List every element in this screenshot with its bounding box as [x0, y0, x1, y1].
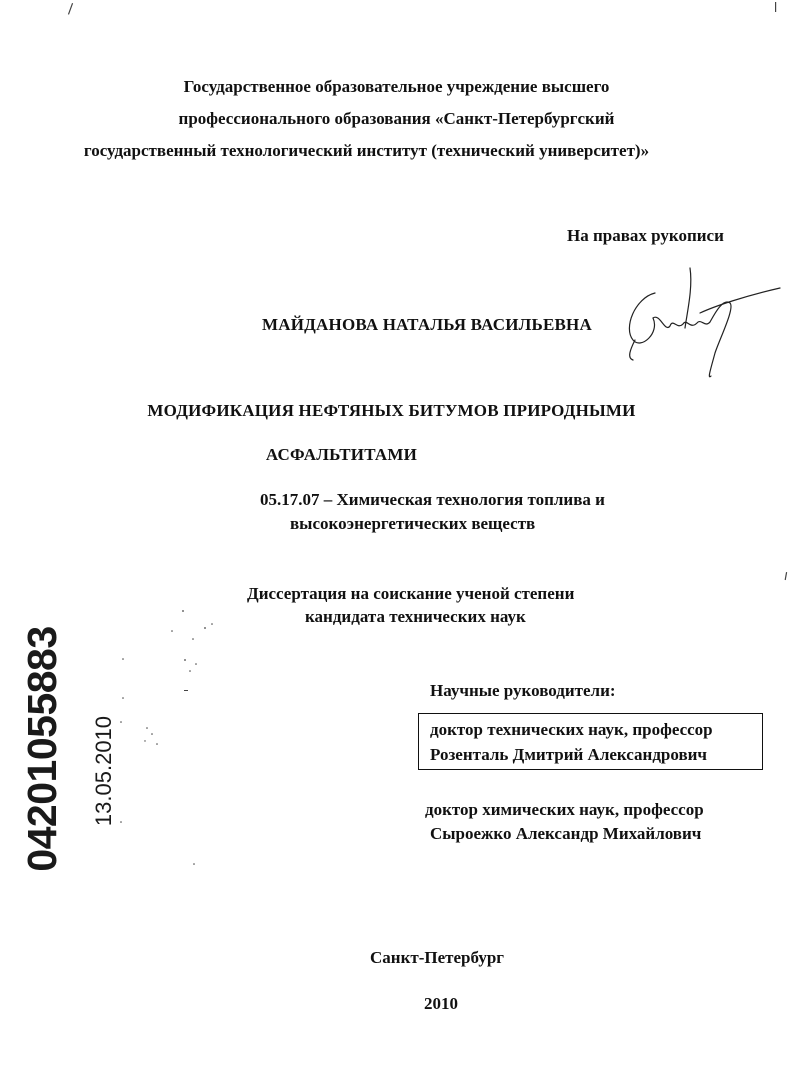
library-stamp-date: 13.05.2010: [91, 715, 116, 827]
supervisor-2-title: доктор химических наук, профессор: [425, 800, 704, 819]
city: Санкт-Петербург: [370, 948, 505, 967]
author-name: МАЙДАНОВА НАТАЛЬЯ ВАСИЛЬЕВНА: [262, 315, 592, 334]
institution-line-3: государственный технологический институт (технический университет)»: [83, 141, 650, 160]
supervisor-1-title: доктор технических наук, профессор: [430, 720, 713, 739]
dissertation-title-line-1: МОДИФИКАЦИЯ НЕФТЯНЫХ БИТУМОВ ПРИРОДНЫМИ: [147, 401, 636, 420]
supervisor-2-name: Сыроежко Александр Михайлович: [430, 824, 702, 843]
signature-icon: [615, 258, 790, 383]
supervisor-1-box: [418, 713, 763, 770]
supervisor-1-name: Розенталь Дмитрий Александрович: [430, 745, 708, 764]
specialty-line-1: 05.17.07 – Химическая технология топлива и: [260, 490, 605, 509]
degree-line-1: Диссертация на соискание ученой степени: [247, 584, 575, 603]
institution-line-2: профессионального образования «Санкт-Петербургский: [178, 109, 615, 128]
dissertation-title-line-2: АСФАЛЬТИТАМИ: [265, 445, 418, 464]
degree-line-2: кандидата технических наук: [305, 607, 526, 626]
supervisors-heading: Научные руководители:: [430, 681, 616, 700]
specialty-line-2: высокоэнергетических веществ: [290, 514, 536, 533]
year: 2010: [424, 994, 458, 1013]
library-stamp-id: 04201055883: [19, 626, 65, 872]
manuscript-note: На правах рукописи: [567, 226, 724, 245]
institution-line-1: Государственное образовательное учреждение высшего: [183, 77, 610, 96]
